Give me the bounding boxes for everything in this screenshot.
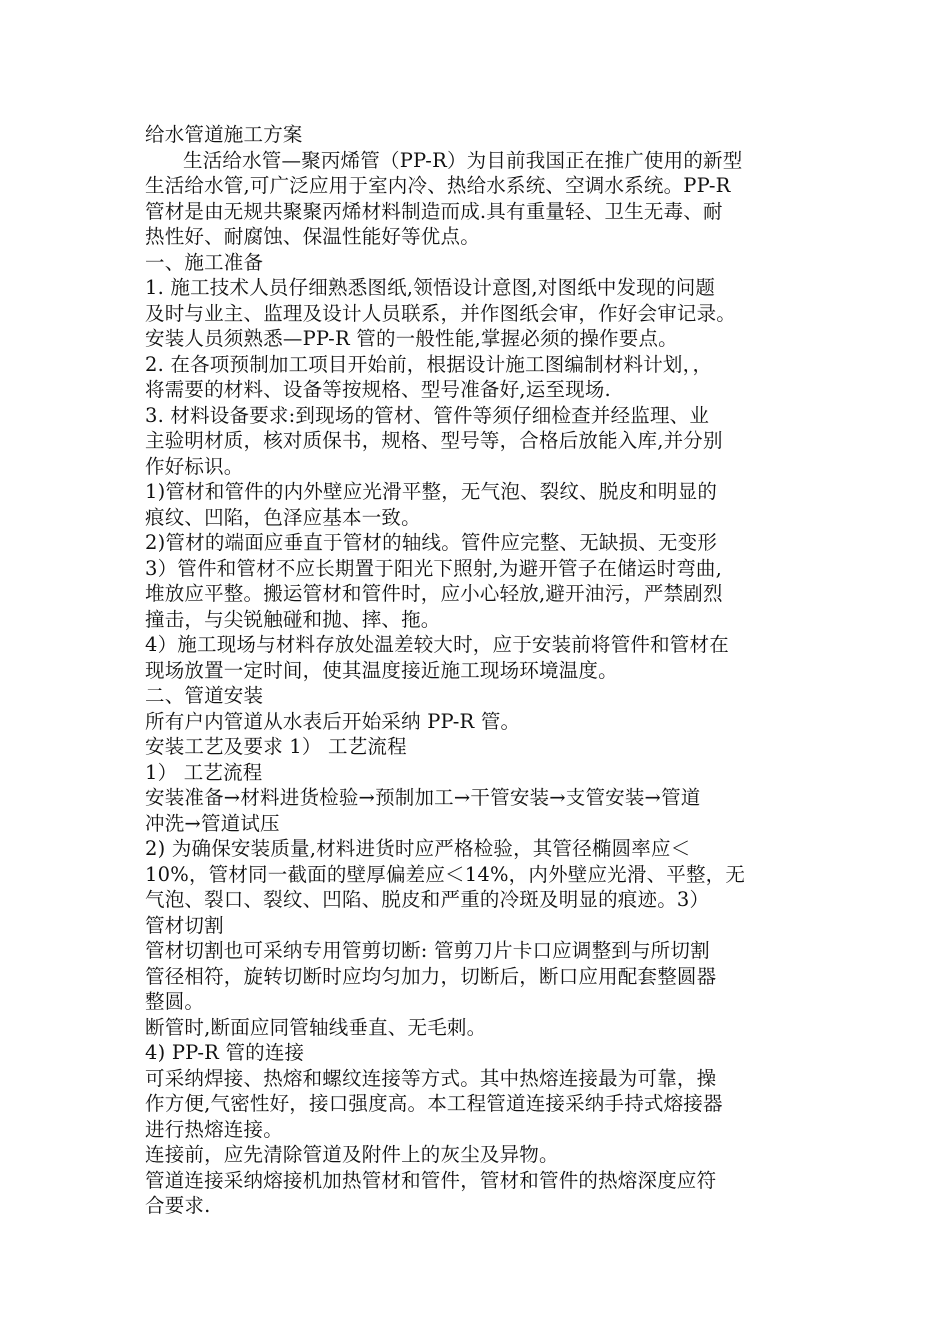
paragraph-line: 4）施工现场与材料存放处温差较大时，应于安装前将管件和管材在 [145, 633, 729, 656]
section-heading: 二、管道安装 [145, 684, 264, 707]
paragraph-line: 堆放应平整。搬运管材和管件时，应小心轻放,避开油污，严禁剧烈 [145, 582, 723, 605]
paragraph-line: 2)管材的端面应垂直于管材的轴线。管件应完整、无缺损、无变形 [145, 531, 718, 554]
paragraph-line: 撞击，与尖锐触碰和抛、摔、拖。 [145, 607, 441, 631]
paragraph-line: 断管时,断面应同管轴线垂直、无毛刺。 [145, 1015, 487, 1039]
paragraph-line: 现场放置一定时间，使其温度接近施工现场环境温度。 [145, 658, 618, 682]
paragraph-line: 所有户内管道从水表后开始采纳 PP-R 管。 [145, 709, 521, 733]
paragraph-line: 1)管材和管件的内外壁应光滑平整，无气泡、裂纹、脱皮和明显的 [145, 480, 718, 503]
paragraph-line: 冲洗→管道试压 [145, 811, 280, 835]
paragraph-line: 生活给水管—聚丙烯管（PP-R）为目前我国正在推广使用的新型 [183, 148, 743, 172]
paragraph-line: 连接前，应先清除管道及附件上的灰尘及异物。 [145, 1143, 559, 1166]
paragraph-line: 合要求. [145, 1194, 211, 1217]
paragraph-line: 管材切割也可采纳专用管剪切断: 管剪刀片卡口应调整到与所切割 [145, 939, 710, 962]
paragraph-line: 2. 在各项预制加工项目开始前，根据设计施工图编制材料计划，， [145, 352, 713, 376]
paragraph-line: 进行热熔连接。 [145, 1117, 283, 1141]
paragraph-line: 安装人员须熟悉—PP-R 管的一般性能,掌握必须的操作要点。 [145, 327, 678, 350]
paragraph-line: 安装准备→材料进货检验→预制加工→干管安装→支管安装→管道 [145, 786, 701, 809]
paragraph-line: 3. 材料设备要求:到现场的管材、管件等须仔细检查并经监理、业 [145, 403, 710, 427]
paragraph-line: 可采纳焊接、热熔和螺纹连接等方式。其中热熔连接最为可靠，操 [145, 1066, 717, 1090]
paragraph-line: 3）管件和管材不应长期置于阳光下照射,为避开管子在储运时弯曲, [145, 556, 723, 580]
paragraph-line: 2) 为确保安装质量,材料进货时应严格检验，其管径椭圆率应＜ [145, 837, 691, 860]
paragraph-line: 管径相符，旋转切断时应均匀加力，切断后，断口应用配套整圆器 [145, 964, 717, 988]
paragraph-line: 1. 施工技术人员仔细熟悉图纸,领悟设计意图,对图纸中发现的问题 [145, 276, 716, 299]
paragraph-line: 痕纹、凹陷，色泽应基本一致。 [145, 505, 421, 529]
document-title: 给水管道施工方案 [145, 123, 303, 146]
paragraph-line: 热性好、耐腐蚀、保温性能好等优点。 [145, 225, 480, 248]
paragraph-line: 将需要的材料、设备等按规格、型号准备好,运至现场. [145, 378, 611, 401]
paragraph-line: 1） 工艺流程 [145, 760, 263, 784]
paragraph-line: 及时与业主、监理及设计人员联系，并作图纸会审，作好会审记录。 [145, 301, 737, 325]
paragraph-line: 安装工艺及要求 1） 工艺流程 [145, 735, 407, 758]
paragraph-line: 4) PP-R 管的连接 [145, 1041, 305, 1064]
paragraph-line: 气泡、裂口、裂纹、凹陷、脱皮和严重的冷斑及明显的痕迹。3） [145, 888, 710, 911]
paragraph-line: 管材切割 [145, 913, 224, 937]
paragraph-line: 作好标识。 [145, 454, 244, 478]
paragraph-line: 10%，管材同一截面的壁厚偏差应＜14%，内外壁应光滑、平整，无 [145, 862, 746, 886]
paragraph-line: 生活给水管,可广泛应用于室内冷、热给水系统、空调水系统。PP-R [145, 174, 731, 197]
section-heading: 一、施工准备 [145, 250, 264, 274]
paragraph-line: 整圆。 [145, 990, 205, 1013]
paragraph-line: 管道连接采纳熔接机加热管材和管件，管材和管件的热熔深度应符 [145, 1168, 717, 1192]
document-body [145, 122, 805, 1219]
paragraph-line: 主验明材质，核对质保书，规格、型号等，合格后放能入库,并分别 [145, 429, 723, 452]
paragraph-line: 作方便,气密性好，接口强度高。本工程管道连接采纳手持式熔接器 [145, 1092, 723, 1115]
paragraph-line: 管材是由无规共聚聚丙烯材料制造而成.具有重量轻、卫生无毒、耐 [145, 199, 723, 223]
